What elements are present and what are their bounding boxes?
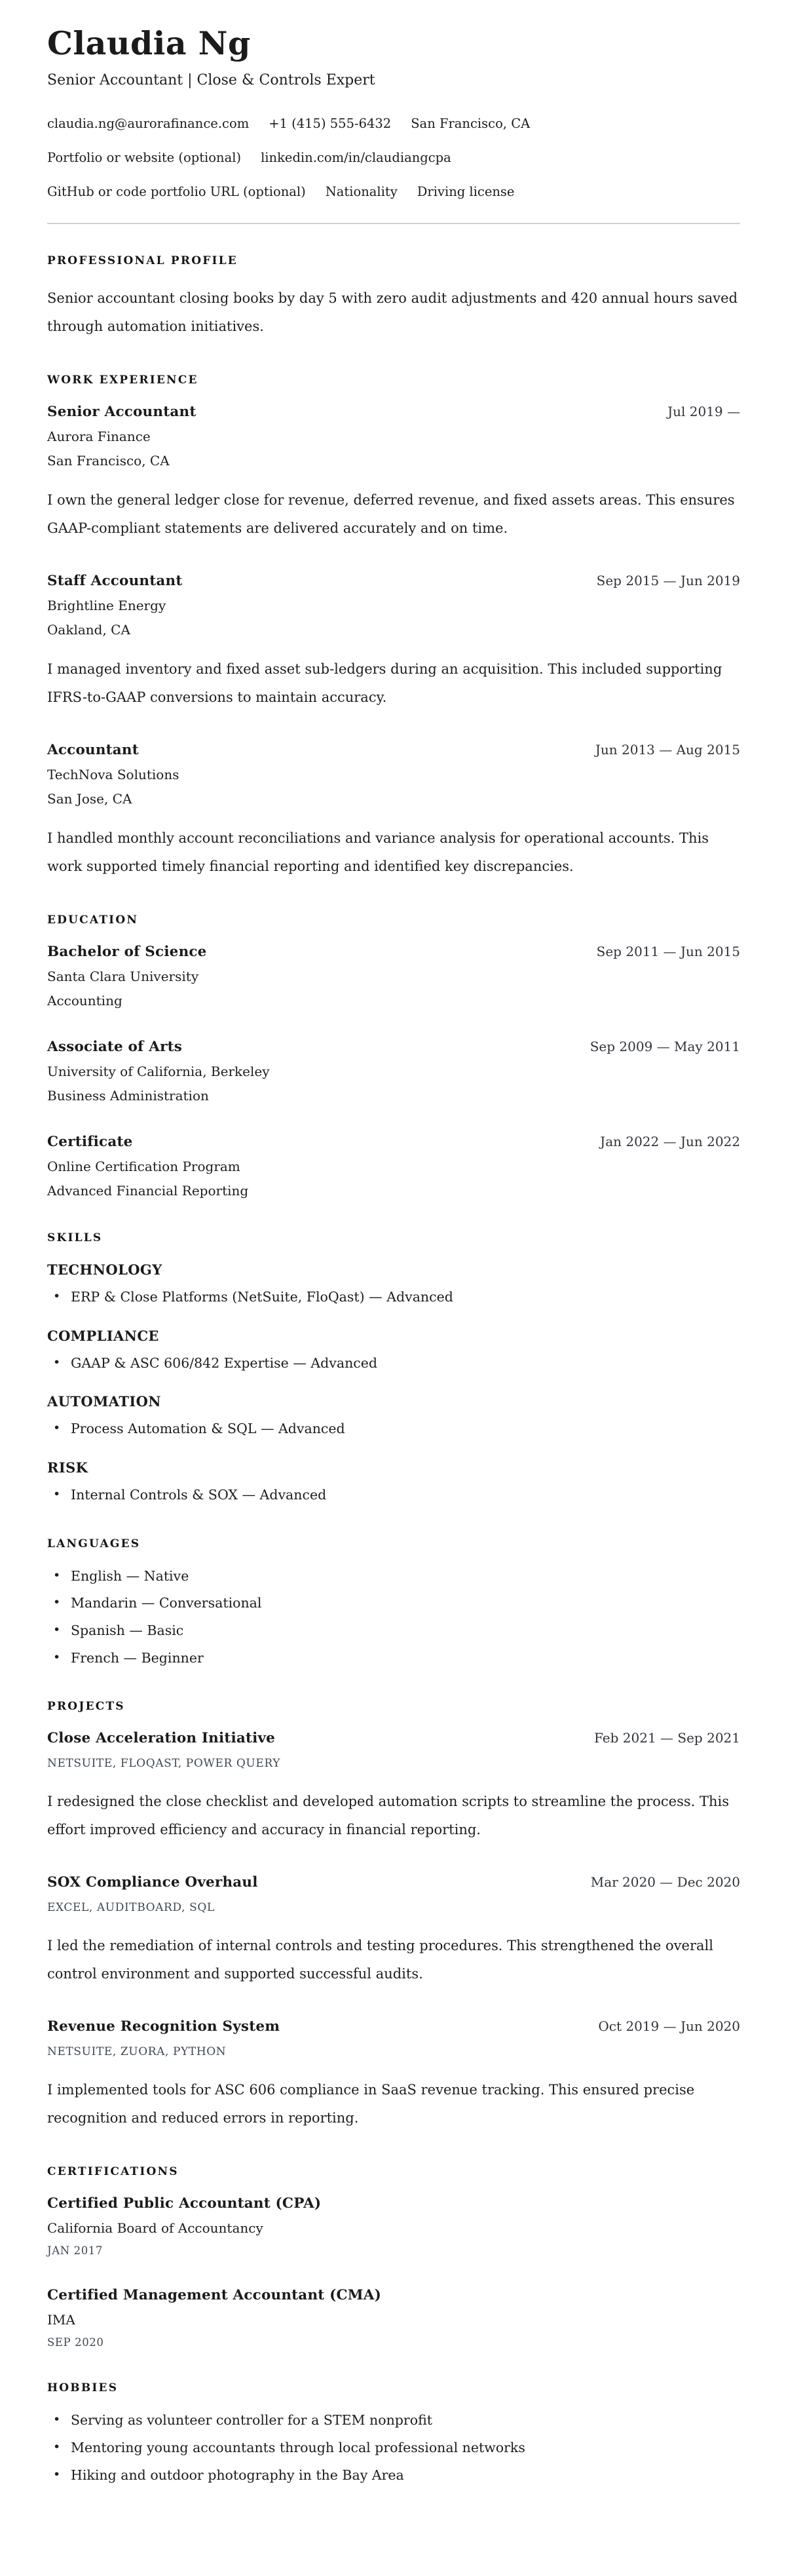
- skill-category-title: TECHNOLOGY: [47, 1261, 162, 1278]
- section-heading-hobbies: HOBBIES: [47, 2381, 119, 2395]
- degree-dates: Sep 2009 — May 2011: [590, 1038, 740, 1054]
- section-heading-profile: PROFESSIONAL PROFILE: [47, 254, 238, 267]
- work-entry: [47, 404, 740, 543]
- section-heading-languages: LANGUAGES: [47, 1537, 141, 1550]
- contact-row-web: [47, 150, 740, 165]
- skill-category-title: RISK: [47, 1459, 88, 1476]
- project-description: I redesigned the close checklist and developed automation scripts to streamline the process. This effort improved efficiency and accuracy in financial reporting.: [47, 1794, 730, 1838]
- contact-location: San Francisco, CA: [411, 115, 531, 131]
- degree-title: Certificate: [47, 1133, 133, 1150]
- language-list: [47, 1567, 740, 1668]
- skill-list: [47, 1420, 740, 1438]
- education-entry-head: [47, 1134, 740, 1150]
- project-entry: [47, 1874, 740, 1988]
- skill-category: [47, 1261, 740, 1307]
- certification-entry: [47, 2287, 740, 2349]
- section-work-experience: [47, 374, 740, 881]
- certification-date: JAN 2017: [47, 2244, 103, 2258]
- profile-summary-text: Senior accountant closing books by day 5 with zero audit adjustments and 420 annual hours saved through automation initiatives.: [47, 290, 738, 334]
- section-heading-certifications: CERTIFICATIONS: [47, 2165, 179, 2179]
- project-entry-head: [47, 2018, 740, 2035]
- job-description: I managed inventory and fixed asset sub-ledgers during an acquisition. This included supporting IFRS-to-GAAP conversions to maintain accuracy.: [47, 661, 722, 705]
- language-item: • French — Beginner: [47, 1649, 740, 1668]
- project-description: I implemented tools for ASC 606 compliance in SaaS revenue tracking. This ensured precise recognition and reduced errors in reporting.: [47, 2082, 695, 2126]
- contact-row-primary: [47, 116, 740, 131]
- language-item: • Spanish — Basic: [47, 1622, 740, 1640]
- skill-list: [47, 1288, 740, 1307]
- section-heading-education: EDUCATION: [47, 913, 139, 927]
- work-entry: [47, 742, 740, 881]
- header-divider: [47, 223, 740, 224]
- education-entry: [47, 1134, 740, 1199]
- education-entry: [47, 944, 740, 1009]
- project-description: I led the remediation of internal controls and testing procedures. This strengthened the overall control environment and supported successful audits.: [47, 1938, 713, 1982]
- school-name: University of California, Berkeley: [47, 1063, 270, 1079]
- job-company: Brightline Energy: [47, 597, 166, 613]
- field-of-study: Advanced Financial Reporting: [47, 1182, 249, 1199]
- project-title: SOX Compliance Overhaul: [47, 1874, 258, 1891]
- certification-entry: [47, 2195, 740, 2257]
- job-dates: Jun 2013 — Aug 2015: [595, 741, 740, 758]
- contact-email: claudia.ng@aurorafinance.com: [47, 115, 250, 131]
- school-name: Online Certification Program: [47, 1158, 240, 1174]
- job-title: Senior Accountant: [47, 403, 196, 420]
- section-skills: [47, 1231, 740, 1505]
- degree-dates: Jan 2022 — Jun 2022: [600, 1133, 740, 1149]
- work-entry-head: [47, 404, 740, 420]
- degree-dates: Sep 2011 — Jun 2015: [596, 943, 740, 959]
- contact-phone: +1 (415) 555-6432: [269, 115, 392, 131]
- skill-category: [47, 1393, 740, 1438]
- section-professional-profile: [47, 254, 740, 341]
- section-certifications: [47, 2165, 740, 2349]
- section-hobbies: [47, 2381, 740, 2484]
- hobby-list: [47, 2412, 740, 2484]
- skill-item: • ERP & Close Platforms (NetSuite, FloQast) — Advanced: [47, 1288, 740, 1307]
- hobby-item: • Mentoring young accountants through local professional networks: [47, 2439, 740, 2457]
- education-entry: [47, 1039, 740, 1104]
- project-entry: [47, 2018, 740, 2132]
- education-entry-head: [47, 944, 740, 960]
- skill-item: • Internal Controls & SOX — Advanced: [47, 1486, 740, 1505]
- certification-date: SEP 2020: [47, 2336, 104, 2349]
- hobby-item: • Serving as volunteer controller for a STEM nonprofit: [47, 2412, 740, 2430]
- skill-item: • GAAP & ASC 606/842 Expertise — Advanced: [47, 1355, 740, 1373]
- language-item: • Mandarin — Conversational: [47, 1594, 740, 1613]
- contact-github-placeholder: GitHub or code portfolio URL (optional): [47, 183, 306, 199]
- section-heading-work: WORK EXPERIENCE: [47, 373, 198, 387]
- job-location: San Francisco, CA: [47, 452, 170, 469]
- section-projects: [47, 1700, 740, 2132]
- job-description: I own the general ledger close for revenue, deferred revenue, and fixed assets areas. This ensures GAAP-compliant statements are delivered accurately and on time.: [47, 491, 735, 536]
- contact-nationality-placeholder: Nationality: [325, 183, 398, 199]
- contact-driving-license-placeholder: Driving license: [417, 183, 515, 199]
- degree-title: Bachelor of Science: [47, 943, 207, 960]
- project-dates: Oct 2019 — Jun 2020: [598, 2018, 740, 2035]
- project-dates: Feb 2021 — Sep 2021: [594, 1730, 740, 1746]
- work-entry-head: [47, 573, 740, 589]
- person-headline: Senior Accountant | Close & Controls Expert: [47, 71, 375, 88]
- certification-name: Certified Public Accountant (CPA): [47, 2195, 322, 2212]
- certification-name: Certified Management Accountant (CMA): [47, 2287, 382, 2304]
- job-dates: Sep 2015 — Jun 2019: [596, 572, 740, 588]
- section-heading-projects: PROJECTS: [47, 1700, 125, 1714]
- contact-portfolio-placeholder: Portfolio or website (optional): [47, 149, 242, 165]
- job-title: Staff Accountant: [47, 572, 183, 589]
- certification-issuer: California Board of Accountancy: [47, 2220, 263, 2237]
- skill-item: • Process Automation & SQL — Advanced: [47, 1420, 740, 1438]
- hobby-item: • Hiking and outdoor photography in the Bay Area: [47, 2467, 740, 2485]
- job-location: Oakland, CA: [47, 621, 130, 638]
- job-description: I handled monthly account reconciliations and variance analysis for operational accounts. This work supported timely financial reporting and identified key discrepancies.: [47, 830, 709, 874]
- degree-title: Associate of Arts: [47, 1038, 183, 1055]
- skill-category: [47, 1328, 740, 1373]
- job-company: TechNova Solutions: [47, 766, 179, 782]
- job-company: Aurora Finance: [47, 428, 151, 444]
- job-title: Accountant: [47, 741, 139, 758]
- project-dates: Mar 2020 — Dec 2020: [590, 1874, 740, 1891]
- field-of-study: Business Administration: [47, 1087, 209, 1104]
- section-heading-skills: SKILLS: [47, 1231, 103, 1244]
- job-dates: Jul 2019 —: [667, 403, 740, 419]
- skill-category-title: COMPLIANCE: [47, 1327, 159, 1344]
- person-name: Claudia Ng: [47, 24, 251, 62]
- project-entry-head: [47, 1874, 740, 1891]
- project-entry: [47, 1730, 740, 1844]
- certification-issuer: IMA: [47, 2312, 75, 2328]
- skill-list: [47, 1355, 740, 1373]
- resume-header: [47, 26, 740, 199]
- project-tags: EXCEL, AUDITBOARD, SQL: [47, 1901, 215, 1915]
- school-name: Santa Clara University: [47, 968, 199, 984]
- work-entry: [47, 573, 740, 712]
- skill-category: [47, 1459, 740, 1505]
- language-item: • English — Native: [47, 1567, 740, 1586]
- contact-linkedin: linkedin.com/in/claudiangcpa: [261, 149, 451, 165]
- education-entry-head: [47, 1039, 740, 1055]
- project-title: Close Acceleration Initiative: [47, 1730, 276, 1747]
- project-entry-head: [47, 1730, 740, 1746]
- job-location: San Jose, CA: [47, 790, 132, 807]
- contact-row-extra: [47, 184, 740, 199]
- field-of-study: Accounting: [47, 992, 122, 1009]
- skill-list: [47, 1486, 740, 1505]
- project-tags: NETSUITE, ZUORA, PYTHON: [47, 2045, 227, 2059]
- project-tags: NETSUITE, FLOQAST, POWER QUERY: [47, 1757, 281, 1771]
- project-title: Revenue Recognition System: [47, 2018, 280, 2035]
- skill-category-title: AUTOMATION: [47, 1393, 161, 1410]
- work-entry-head: [47, 742, 740, 758]
- section-languages: [47, 1537, 740, 1668]
- section-education: [47, 913, 740, 1199]
